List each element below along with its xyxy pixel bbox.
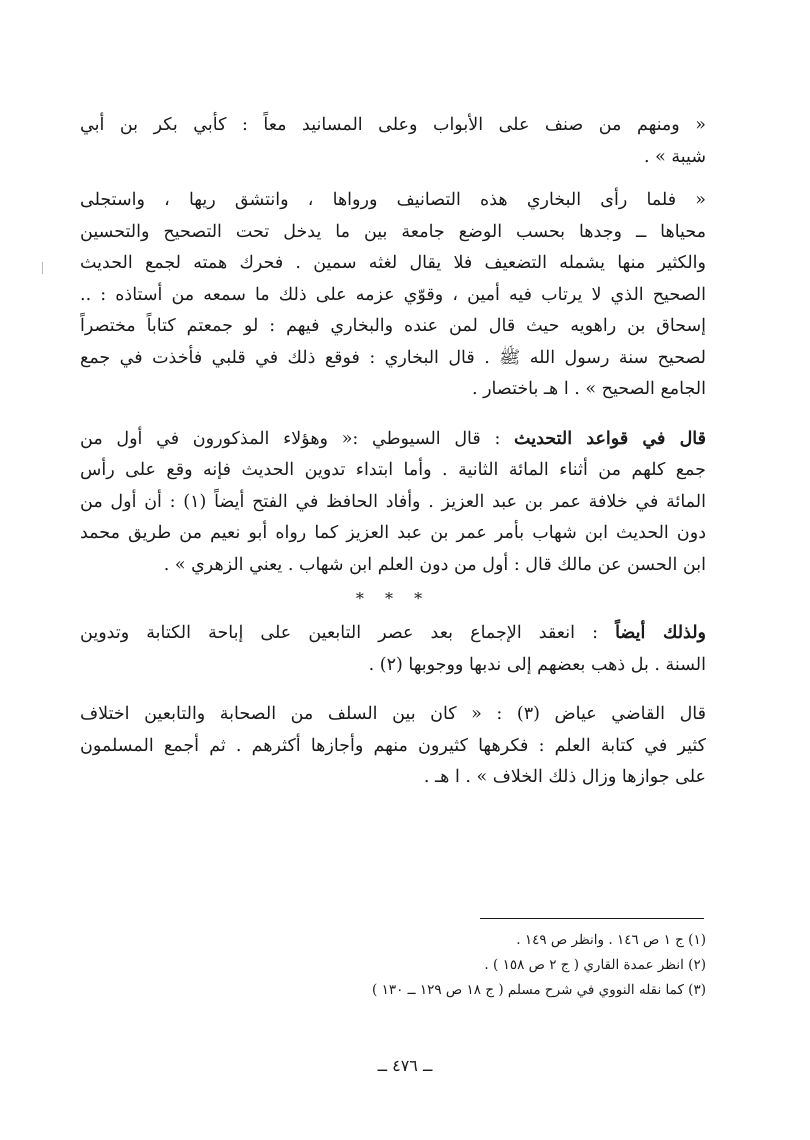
paragraph-line: على جوازها وزال ذلك الخلاف » . ا هـ . xyxy=(423,767,706,787)
paragraph-line: جمع كلهم من أثناء المائة الثانية . وأما ابتداء تدوين الحديث فإنه وقع على رأس xyxy=(80,460,706,480)
paragraph-line: محياها ــ وجدها بحسب الوضع جامعة بين ما يدخل تحت التصحيح والتحسين xyxy=(80,221,706,242)
paragraph-line: السنة . بل ذهب بعضهم إلى ندبها ووجوبها (٢) . xyxy=(368,654,706,675)
paragraph-line: كثير في كتابة العلم : فكرهها كثيرون منهم وأجازها أكثرهم . ثم أجمع المسلمون xyxy=(80,735,706,756)
paragraph-line-rest: : قال السيوطي :« وهؤلاء المذكورون في أول من xyxy=(80,428,515,449)
paragraph-line: دون الحديث ابن شهاب بأمر عمر بن عبد العزيز كما رواه أبو نعيم من طريق محمد xyxy=(80,523,706,543)
paragraph-line: لصحيح سنة رسول الله ﷺ . قال البخاري : فوقع ذلك في قلبي فأخذت في جمع xyxy=(80,347,706,368)
footnote-3: (٣) كما نقله النووي في شرح مسلم ( ج ١٨ ص ١٢٩ ــ ١٣٠ ) xyxy=(372,982,706,998)
paragraph-line xyxy=(80,618,706,650)
paragraph-line: شيبة » . xyxy=(643,146,706,167)
page-body xyxy=(80,110,706,794)
paragraph-1 xyxy=(80,110,706,173)
section-separator: * * * xyxy=(355,589,431,608)
paragraph-5 xyxy=(80,699,706,794)
paragraph-4 xyxy=(80,618,706,681)
footnote-1: (١) ج ١ ص ١٤٦ . وانظر ص ١٤٩ . xyxy=(516,932,706,948)
paragraph-line: والكثير منها يشمله التضعيف فلا يقال لغثه سمين . فحرك همته لجمع الحديث xyxy=(80,253,706,273)
page-number: ــ ٤٧٦ ــ xyxy=(377,1056,433,1075)
footnote-rule xyxy=(480,918,704,919)
paragraph-line: الجامع الصحيح » . ا هـ باختصار . xyxy=(471,379,706,399)
paragraph-line: « ومنهم من صنف على الأبواب وعلى المسانيد معاً : كأبي بكر بن أبي xyxy=(80,115,706,135)
margin-mark xyxy=(42,262,45,274)
paragraph-3 xyxy=(80,424,706,582)
paragraph-line: ابن الحسن عن مالك قال : أول من دون العلم ابن شهاب . يعني الزهري » . xyxy=(163,554,706,575)
paragraph-2 xyxy=(80,185,706,406)
footnote-2: (٢) انظر عمدة القاري ( ج ٢ ص ١٥٨ ) . xyxy=(484,957,706,973)
paragraph-line-rest: : انعقد الإجماع بعد عصر التابعين على إباحة الكتابة وتدوين xyxy=(80,623,616,643)
paragraph-line: المائة في خلافة عمر بن عبد العزيز . وأفاد الحافظ في الفتح أيضاً (١) : أن أول من xyxy=(80,491,706,512)
paragraph-lead: ولذلك أيضاً xyxy=(615,623,706,643)
paragraph-line xyxy=(80,424,706,456)
paragraph-lead: قال في قواعد التحديث xyxy=(514,428,706,449)
paragraph-line: الصحيح الذي لا يرتاب فيه أمين ، وقوّي عزمه على ذلك ما سمعه من أستاذه : .. xyxy=(80,284,706,305)
paragraph-line: قال القاضي عياض (٣) : « كان بين السلف من الصحابة والتابعين اختلاف xyxy=(80,704,706,724)
paragraph-line: إسحاق بن راهويه حيث قال لمن عنده والبخاري فيهم : لو جمعتم كتاباً مختصراً xyxy=(80,316,706,336)
footnotes xyxy=(260,928,706,1003)
paragraph-line: « فلما رأى البخاري هذه التصانيف ورواها ، وانتشق ريها ، واستجلى xyxy=(80,190,706,210)
